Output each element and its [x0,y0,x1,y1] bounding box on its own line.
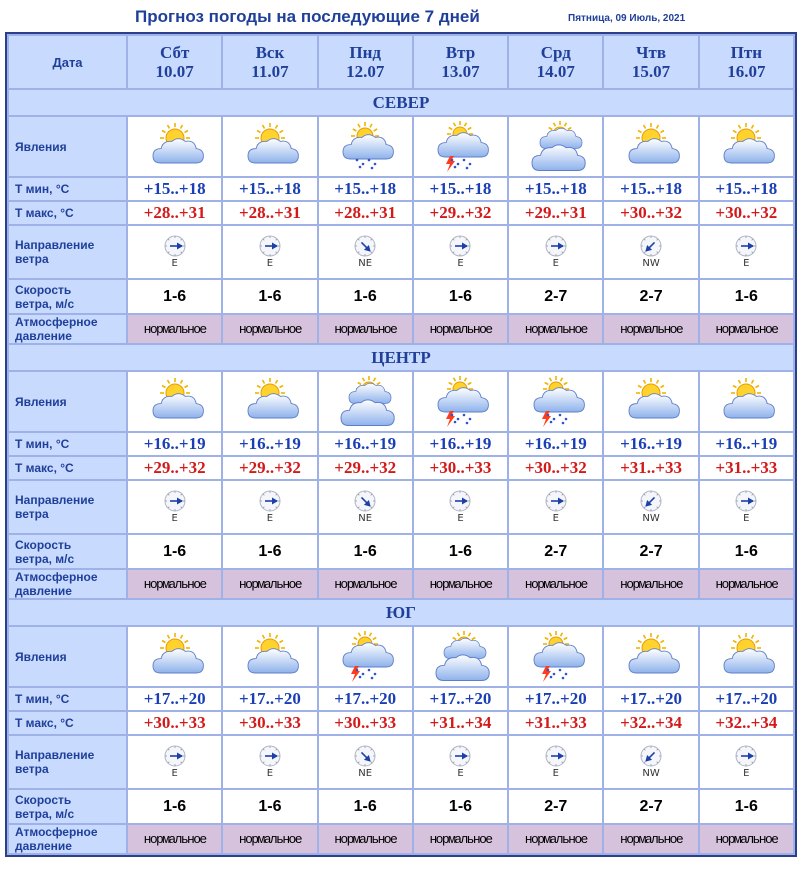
tmin-value: +17..+20 [319,688,412,710]
tmin-label: Т мин, °С [9,433,126,455]
wind-direction-cell [700,736,793,788]
partly-cloudy-icon [604,375,697,429]
weather-icon-cell [128,372,221,431]
wind-direction-value: E [266,513,274,524]
wind-speed-label [9,790,126,823]
wind-direction-row [9,226,793,278]
day-header [414,36,507,88]
wind-speed-value: 1-6 [223,535,316,568]
tmax-value: +28..+31 [128,202,221,224]
tmin-label: Т мин, °С [9,688,126,710]
weather-icon-cell [223,117,316,176]
weather-icon-cell [604,372,697,431]
wind-direction-value: E [171,513,178,524]
tmin-value: +17..+20 [223,688,316,710]
tmin-value: +17..+20 [128,688,221,710]
tmin-label: Т мин, °С [9,178,126,200]
tmin-value: +17..+20 [604,688,697,710]
wind-speed-value: 2-7 [604,535,697,568]
wind-speed-value: 1-6 [700,280,793,313]
partly-cloudy-icon [223,120,316,174]
wind-speed-value: 2-7 [509,535,602,568]
wind-direction-cell [414,226,507,278]
wind-direction-cell [509,226,602,278]
wind-direction-value: E [743,768,750,779]
compass-icon [319,745,412,767]
day-header [128,36,221,88]
wind-direction-label-line2: ветра [15,507,49,521]
wind-direction-value: E [457,258,464,269]
day-date: 11.07 [251,62,289,81]
cloudy-icon [319,375,412,429]
pressure-value: нормальное [700,570,793,598]
region-row [9,90,793,115]
day-header [604,36,697,88]
wind-direction-cell [223,736,316,788]
wind-speed-value: 1-6 [128,790,221,823]
pressure-value: нормальное [509,315,602,343]
wind-direction-label [9,736,126,788]
pressure-value: нормальное [319,825,412,853]
weather-icon-cell [414,627,507,686]
wind-direction-cell [604,736,697,788]
wind-direction-value: E [552,513,559,524]
tmax-value: +31..+33 [700,457,793,479]
tmin-value: +16..+19 [223,433,316,455]
wind-speed-value: 1-6 [223,280,316,313]
weather-icon-cell [223,627,316,686]
tmin-value: +15..+18 [319,178,412,200]
day-name: Пнд [349,43,382,62]
cloudy-icon [509,120,602,174]
compass-icon [700,235,793,257]
wind-direction-row [9,481,793,533]
tmax-value: +30..+32 [604,202,697,224]
tmax-value: +29..+31 [509,202,602,224]
weather-icon-cell [509,117,602,176]
partly-cloudy-icon [700,375,793,429]
day-date: 16.07 [727,62,766,81]
weather-icon-cell [700,117,793,176]
tmin-value: +15..+18 [414,178,507,200]
pressure-row [9,825,793,853]
tmin-value: +17..+20 [700,688,793,710]
wind-direction-cell [604,226,697,278]
wind-direction-cell [414,736,507,788]
wind-speed-value: 2-7 [604,790,697,823]
compass-icon [414,490,507,512]
pressure-label-line2: давление [15,584,72,598]
pressure-value: нормальное [700,315,793,343]
day-name: Сбт [159,43,190,62]
wind-direction-cell [128,226,221,278]
region-title: ЦЕНТР [9,345,793,370]
wind-direction-cell [319,736,412,788]
weather-icon-cell [319,627,412,686]
wind-direction-cell [128,481,221,533]
day-date: 15.07 [631,62,671,81]
wind-direction-row [9,736,793,788]
phenomena-row [9,372,793,431]
region-row [9,345,793,370]
day-name: Вск [255,43,285,62]
thunderstorm-rain-icon [509,630,602,684]
tmax-value: +29..+32 [319,457,412,479]
wind-direction-cell [700,226,793,278]
day-name: Срд [540,43,571,62]
forecast-table [5,32,797,857]
wind-speed-value: 2-7 [509,790,602,823]
pressure-label-line1: Атмосферное [15,315,98,329]
tmax-label: Т макс, °С [9,457,126,479]
wind-direction-value: NW [642,768,660,779]
wind-direction-cell [509,736,602,788]
wind-direction-value: E [552,258,559,269]
phenomena-row [9,117,793,176]
compass-icon [700,745,793,767]
pressure-value: нормальное [223,570,316,598]
compass-icon [223,490,316,512]
wind-direction-label [9,226,126,278]
tmin-value: +16..+19 [128,433,221,455]
pressure-row [9,570,793,598]
compass-icon [223,235,316,257]
wind-direction-value: E [552,768,559,779]
wind-direction-label-line1: Направление [15,748,95,762]
pressure-value: нормальное [700,825,793,853]
pressure-value: нормальное [509,570,602,598]
tmin-row [9,433,793,455]
pressure-value: нормальное [414,825,507,853]
day-header [319,36,412,88]
wind-direction-label-line2: ветра [15,762,49,776]
wind-speed-label-line2: ветра, м/с [15,551,75,566]
compass-icon [509,490,602,512]
wind-direction-label-line2: ветра [15,252,49,266]
wind-speed-value: 1-6 [700,790,793,823]
pressure-value: нормальное [604,315,697,343]
partly-cloudy-icon [128,630,221,684]
day-date: 12.07 [346,62,385,81]
weather-icon-cell [604,627,697,686]
pressure-label-line1: Атмосферное [15,825,98,839]
tmax-value: +29..+32 [414,202,507,224]
tmax-value: +29..+32 [223,457,316,479]
compass-icon [223,745,316,767]
wind-speed-value: 1-6 [414,535,507,568]
pressure-label [9,315,126,343]
date-label: Дата [9,36,126,88]
wind-speed-value: 1-6 [700,535,793,568]
compass-icon [509,235,602,257]
tmax-value: +30..+33 [128,712,221,734]
tmin-value: +15..+18 [700,178,793,200]
region-title: ЮГ [9,600,793,625]
day-date: 13.07 [441,62,480,81]
page-title: Прогноз погоды на последующие 7 дней [135,7,480,26]
partly-cloudy-icon [700,120,793,174]
thunderstorm-rain-icon [319,630,412,684]
pressure-value: нормальное [319,315,412,343]
wind-speed-label-line2: ветра, м/с [15,806,75,821]
day-name: Втр [445,43,476,62]
pressure-value: нормальное [319,570,412,598]
wind-direction-label [9,481,126,533]
tmax-value: +32..+34 [604,712,697,734]
pressure-value: нормальное [509,825,602,853]
wind-direction-cell [414,481,507,533]
pressure-value: нормальное [128,825,221,853]
tmax-label: Т макс, °С [9,202,126,224]
pressure-value: нормальное [223,315,316,343]
tmax-row [9,202,793,224]
tmax-value: +29..+32 [128,457,221,479]
wind-direction-value: E [266,768,274,779]
wind-speed-row [9,280,793,313]
wind-speed-value: 1-6 [414,790,507,823]
wind-speed-value: 2-7 [509,280,602,313]
pressure-label-line2: давление [15,329,72,343]
day-header [509,36,602,88]
wind-direction-value: E [171,258,178,269]
wind-speed-value: 1-6 [223,790,316,823]
tmin-value: +16..+19 [414,433,507,455]
wind-direction-value: NE [358,258,373,269]
weather-icon-cell [700,627,793,686]
header-row [9,36,793,88]
tmax-value: +30..+33 [414,457,507,479]
weather-icon-cell [319,372,412,431]
wind-speed-value: 1-6 [319,535,412,568]
wind-speed-value: 1-6 [128,280,221,313]
compass-icon [604,235,697,257]
partly-cloudy-icon [223,375,316,429]
pressure-row [9,315,793,343]
partly-cloudy-icon [604,120,697,174]
tmax-value: +30..+32 [700,202,793,224]
day-name: Чтв [636,43,667,62]
compass-icon [700,490,793,512]
wind-speed-label [9,535,126,568]
pressure-label [9,825,126,853]
region-title: СЕВЕР [9,90,793,115]
compass-icon [414,235,507,257]
tmax-row [9,712,793,734]
wind-speed-label-line1: Скорость [15,537,72,552]
partly-cloudy-icon [604,630,697,684]
compass-icon [128,745,221,767]
compass-icon [128,490,221,512]
weather-icon-cell [128,627,221,686]
day-date: 14.07 [536,62,575,81]
tmin-value: +16..+19 [700,433,793,455]
tmax-value: +30..+32 [509,457,602,479]
wind-direction-value: NW [642,258,660,269]
phenomena-row [9,627,793,686]
day-name: Птн [730,43,763,62]
partly-cloudy-icon [700,630,793,684]
wind-direction-value: E [743,513,750,524]
compass-icon [414,745,507,767]
wind-direction-cell [700,481,793,533]
weather-icon-cell [509,372,602,431]
wind-speed-label-line2: ветра, м/с [15,296,75,311]
weather-icon-cell [414,117,507,176]
compass-icon [509,745,602,767]
weather-icon-cell [700,372,793,431]
weather-icon-cell [414,372,507,431]
weather-icon-cell [604,117,697,176]
wind-direction-cell [319,481,412,533]
pressure-value: нормальное [604,570,697,598]
wind-direction-cell [128,736,221,788]
tmin-value: +17..+20 [414,688,507,710]
phenomena-label: Явления [9,372,126,431]
pressure-label [9,570,126,598]
pressure-value: нормальное [414,570,507,598]
day-date: 10.07 [155,62,194,81]
tmin-row [9,178,793,200]
thunderstorm-rain-icon [509,375,602,429]
tmax-value: +30..+33 [223,712,316,734]
wind-speed-value: 1-6 [319,280,412,313]
tmin-row [9,688,793,710]
title-bar [0,0,800,32]
tmax-value: +28..+31 [319,202,412,224]
tmin-value: +16..+19 [604,433,697,455]
wind-direction-value: E [743,258,750,269]
pressure-label-line1: Атмосферное [15,570,98,584]
tmin-value: +15..+18 [604,178,697,200]
wind-speed-row [9,790,793,823]
wind-speed-value: 1-6 [414,280,507,313]
partly-cloudy-icon [128,375,221,429]
tmin-value: +17..+20 [509,688,602,710]
phenomena-label: Явления [9,117,126,176]
wind-direction-value: NE [358,513,373,524]
wind-speed-row [9,535,793,568]
weather-icon-cell [223,372,316,431]
current-date: Пятница, 09 Июль, 2021 [568,13,686,24]
pressure-value: нормальное [604,825,697,853]
tmax-row [9,457,793,479]
wind-direction-value: E [457,513,464,524]
wind-direction-label-line1: Направление [15,493,95,507]
wind-speed-value: 1-6 [128,535,221,568]
wind-speed-value: 1-6 [319,790,412,823]
thunderstorm-rain-icon [414,375,507,429]
wind-direction-value: E [171,768,178,779]
thunderstorm-rain-icon [414,120,507,174]
wind-direction-cell [509,481,602,533]
tmax-value: +30..+33 [319,712,412,734]
compass-icon [128,235,221,257]
tmax-value: +31..+33 [509,712,602,734]
day-header [223,36,316,88]
cloudy-icon [414,630,507,684]
pressure-value: нормальное [223,825,316,853]
tmin-value: +15..+18 [223,178,316,200]
wind-direction-value: E [457,768,464,779]
day-header [700,36,793,88]
tmax-value: +28..+31 [223,202,316,224]
partly-cloudy-icon [128,120,221,174]
wind-speed-label-line1: Скорость [15,792,72,807]
wind-speed-label [9,280,126,313]
cloudy-light-rain-icon [319,120,412,174]
weather-icon-cell [319,117,412,176]
compass-icon [319,235,412,257]
tmax-label: Т макс, °С [9,712,126,734]
tmin-value: +15..+18 [128,178,221,200]
pressure-label-line2: давление [15,839,72,853]
tmax-value: +31..+33 [604,457,697,479]
forecast-grid [7,34,795,855]
weather-icon-cell [128,117,221,176]
tmin-value: +16..+19 [319,433,412,455]
wind-speed-label-line1: Скорость [15,282,72,297]
tmax-value: +31..+34 [414,712,507,734]
compass-icon [604,745,697,767]
wind-direction-cell [604,481,697,533]
compass-icon [604,490,697,512]
wind-direction-label-line1: Направление [15,238,95,252]
pressure-value: нормальное [128,570,221,598]
phenomena-label: Явления [9,627,126,686]
tmax-value: +32..+34 [700,712,793,734]
tmin-value: +16..+19 [509,433,602,455]
wind-direction-value: NW [642,513,660,524]
weather-icon-cell [509,627,602,686]
pressure-value: нормальное [128,315,221,343]
region-row [9,600,793,625]
wind-speed-value: 2-7 [604,280,697,313]
wind-direction-value: E [266,258,274,269]
wind-direction-cell [223,481,316,533]
partly-cloudy-icon [223,630,316,684]
wind-direction-value: NE [358,768,373,779]
compass-icon [319,490,412,512]
pressure-value: нормальное [414,315,507,343]
wind-direction-cell [319,226,412,278]
wind-direction-cell [223,226,316,278]
tmin-value: +15..+18 [509,178,602,200]
